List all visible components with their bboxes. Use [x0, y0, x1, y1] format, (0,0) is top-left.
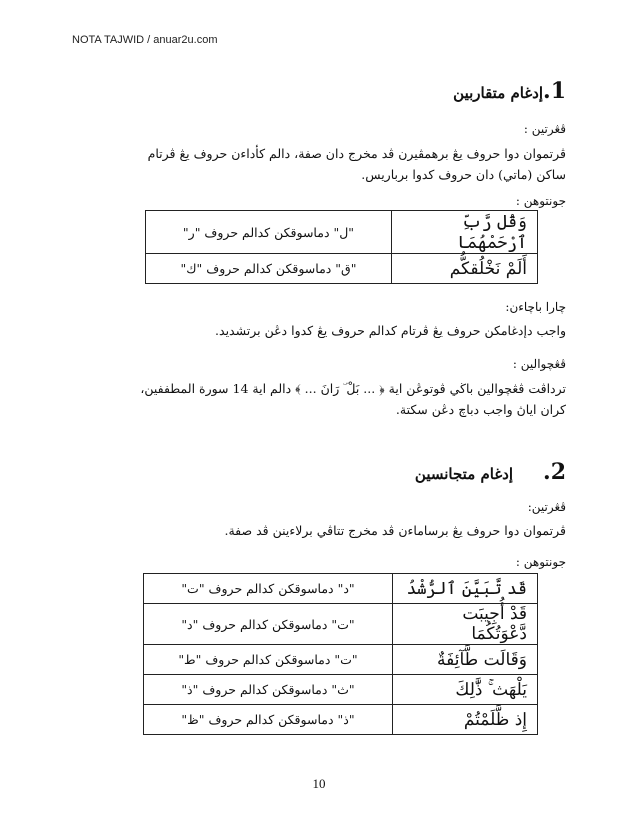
- example-arabic: قَد تَّبَيَّنَ ٱلرُّشْدُ: [393, 574, 538, 604]
- section-1-number: 1.: [543, 78, 566, 104]
- page-number: 10: [312, 776, 326, 791]
- table-row: [146, 254, 538, 284]
- example-arabic: أَلَمْ نَخْلُقكُّم: [392, 254, 538, 284]
- table-row: [144, 675, 538, 705]
- example-description: "ذ" دماسوقكن كدالم حروف "ظ": [144, 705, 393, 735]
- section-1-exception: [72, 378, 566, 420]
- section-2-examples-table: [143, 573, 538, 735]
- table-row: [146, 211, 538, 254]
- section-1-title: إدغام متقاربين: [453, 84, 544, 102]
- example-description: "ت" دماسوقكن كدالم حروف "ط": [144, 645, 393, 675]
- example-arabic: قَدْ أُجِيبَت دَّعْوَتُكُمَا: [393, 604, 538, 645]
- section-1-heading: [72, 78, 566, 104]
- section-2-definition-label: ڤڠرتين:: [527, 500, 566, 514]
- definition-line: ڤرتموان دوا حروف يڠ برهمڤيرن ڤد مخرج دان صفة، دالم كأداءن حروف يڠ ڤرتام: [147, 146, 566, 161]
- section-1-definition: [72, 143, 566, 185]
- section-1-definition-label: ڤڠرتين :: [523, 122, 566, 136]
- example-description: "ث" دماسوقكن كدالم حروف "ذ": [144, 675, 393, 705]
- example-arabic: إِذ ظَّلَمْتُمْ: [393, 705, 538, 735]
- table-row: [144, 705, 538, 735]
- section-2-heading: [72, 459, 566, 485]
- section-1-exception-label: ڤڠچوالين :: [512, 357, 566, 371]
- example-arabic: وَقُل رَّبِّ ٱرْحَمْهُمَا: [392, 211, 538, 254]
- example-arabic: وَقَالَت طَّآئِفَةٌ: [393, 645, 538, 675]
- exception-line: ترداڤت ڤڠچوالين باڬي ڤوتوڠن اية ﴿ ... بَلْ ۜ رَانَ ... ﴾ دالم اية 14 سورة المطففين،: [140, 381, 566, 396]
- table-row: [144, 574, 538, 604]
- section-2-definition: ڤرتموان دوا حروف يڠ برساماءن ڤد مخرج تتاڤي برلاءينن ڤد صفة.: [224, 523, 566, 538]
- example-description: "ل" دماسوقكن كدالم حروف "ر": [146, 211, 392, 254]
- definition-line: ساكن (ماتي) دان حروف كدوا برباريس.: [361, 167, 566, 182]
- document-header: NOTA TAJWID / anuar2u.com: [72, 34, 218, 46]
- section-1-examples-table: [145, 210, 538, 284]
- table-row: [144, 604, 538, 645]
- section-2-number: 2.: [543, 459, 566, 485]
- example-arabic: يَلْهَث ۚ ذَّٰلِكَ: [393, 675, 538, 705]
- section-1-example-label: جونتوهن :: [515, 194, 566, 208]
- exception-line: كران اياڽ واجب دباچ دڠن سكتة.: [395, 402, 566, 417]
- section-1-reading-text: واجب دإدغامكن حروف يڠ ڤرتام كدالم حروف يڠ كدوا دڠن برتشديد.: [215, 323, 566, 338]
- example-description: "ق" دماسوقكن كدالم حروف "ك": [146, 254, 392, 284]
- example-description: "د" دماسوقكن كدالم حروف "ت": [144, 574, 393, 604]
- section-1-reading-label: چارا باچاءن:: [505, 300, 566, 314]
- example-description: "ت" دماسوقكن كدالم حروف "د": [144, 604, 393, 645]
- section-2-title: إدغام متجانسين: [414, 465, 514, 483]
- table-row: [144, 645, 538, 675]
- section-2-example-label: جونتوهن :: [515, 555, 566, 569]
